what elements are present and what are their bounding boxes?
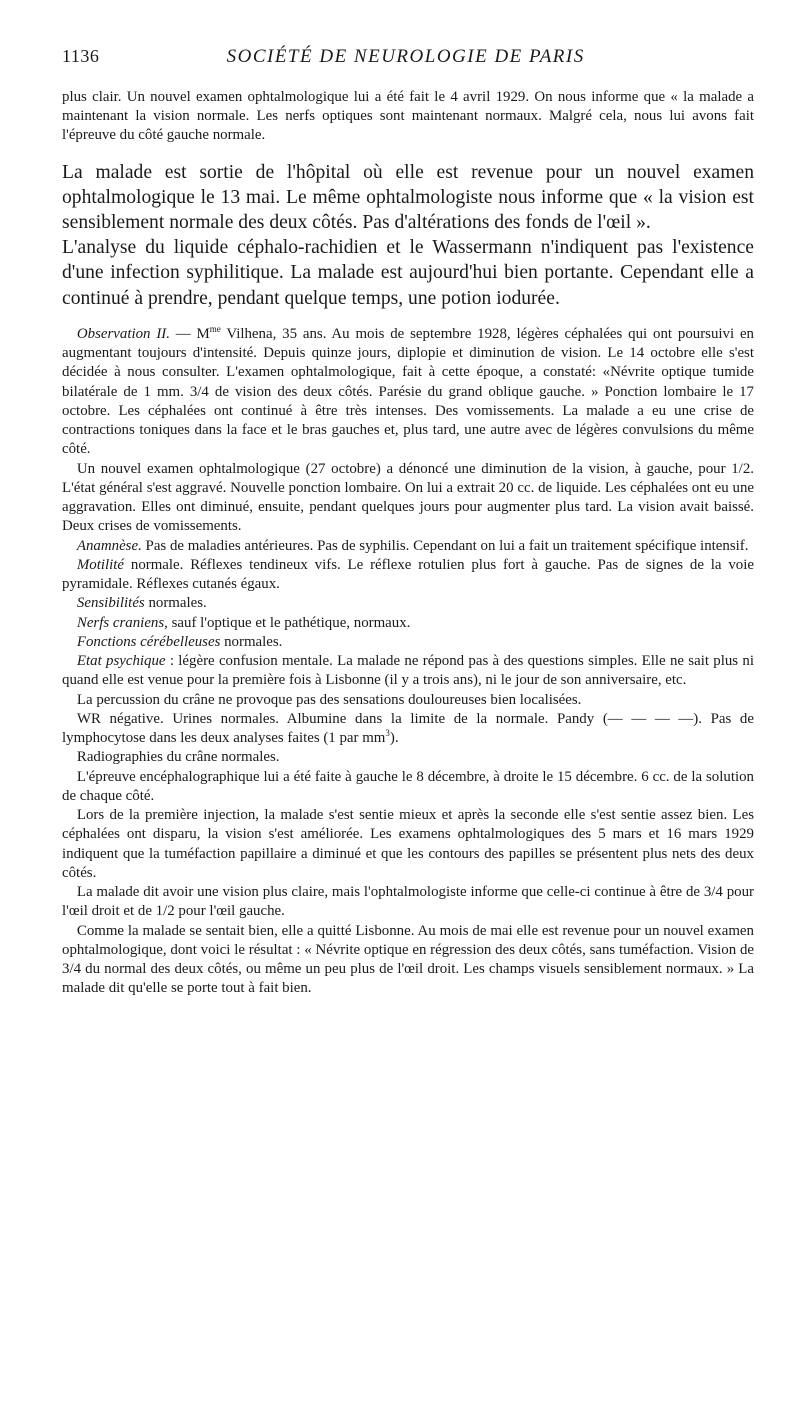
etat-label: Etat psychique [76,653,166,670]
epreuve-text: L'épreuve encéphalographique lui a été faite à gauche le 8 décembre, à droite le 15 décembre. 6 cc. de la solution de chaque côté. [62,768,754,804]
motilite-text: normale. Réflexes tendineux vifs. Le réflexe rotulien plus fort à gauche. Pas de signes de la voie pyramidale. Réflexes cutanés égaux. [62,556,754,593]
page-number: 1136 [62,46,100,66]
lisbonne-text: Comme la malade se sentait bien, elle a quitté Lisbonne. Au mois de mai elle est revenue pour un nouvel examen ophtalmologique, dont voici le résultat : « Névrite optique en régression des deux côtés, sans tuméfaction. Vision de 3/4 du normal des deux côtés, ou même un peu plus de l'œil droit. Les champs visuels sensiblement normaux. » La malade dit qu'elle se porte tout à fait bien. [62,922,754,997]
observation-paragraph [62,325,754,460]
page-body [62,88,754,999]
radiographies-text: Radiographies du crâne normales. [76,749,280,766]
etat-paragraph [62,652,754,691]
exam-paragraph [62,460,754,537]
mm3-superscript: 3 [385,728,390,739]
percussion-text: La percussion du crâne ne provoque pas des sensations douloureuses bien localisées. [76,691,582,708]
motilite-label: Motilité [76,556,125,573]
observation-text: Vilhena, 35 ans. Au mois de septembre 1928, légères céphalées qui ont poursuivi en augmentant toujours d'intensité. Depuis quinze jours, diplopie et diminution de vision. Le 14 octobre elle s'est décidée à nous consulter. L'examen ophtalmologique, fait à cette époque, a constaté: «Névrite optique tumide bilatérale de 1 mm. 3/4 de vision des deux côtés. Parésie du grand oblique gauche. » Ponction lombaire le 17 octobre. Les céphalées ont continué à être très intenses. Des vomissements. La malade a eu une crise de contractions toniques dans la face et le bras gauches et, plus tard, une autre avec de légères convulsions du même côté. [62,325,755,458]
anamnese-paragraph [62,537,754,556]
vision-text: La malade dit avoir une vision plus claire, mais l'ophtalmologiste informe que celle-ci continue à être de 3/4 pour l'œil droit et de 1/2 pour l'œil gauche. [62,884,754,920]
wr-paragraph [62,710,754,749]
wr-text-end: ). [389,730,399,747]
observation-heading: Observation II. [76,325,170,342]
nerfs-paragraph [62,614,754,633]
fonctions-paragraph [62,633,754,652]
nerfs-label: Nerfs craniens, [76,614,168,631]
large-paragraph-1: La malade est sortie de l'hôpital où elle est revenue pour un nouvel examen ophtalmologique le 13 mai. Le même ophtalmologiste nous informe que « la vision est sensiblement normale des deux côtés. Pas d'altérations des fonds de l'œil ». [62,161,754,234]
percussion-paragraph [62,691,754,710]
mme-superscript: me [209,323,221,334]
lisbonne-paragraph [62,922,754,999]
page-header [62,46,752,76]
anamnese-text: Pas de maladies antérieures. Pas de syphilis. Cependant on lui a fait un traitement spécifique intensif. [141,537,749,554]
motilite-paragraph [62,556,754,595]
nerfs-text: sauf l'optique et le pathétique, normaux. [167,614,411,631]
vision-paragraph [62,883,754,922]
sensibilites-text: normales. [144,595,207,612]
epreuve-paragraph [62,768,754,807]
running-title: SOCIÉTÉ DE NEUROLOGIE DE PARIS [226,46,585,67]
intro-paragraph: plus clair. Un nouvel examen ophtalmologique lui a été fait le 4 avril 1929. On nous informe que « la malade a maintenant la vision normale. Les nerfs optiques sont maintenant normaux. Malgré cela, nous lui avons fait l'épreuve du côté gauche normale. [62,89,754,144]
etat-text: : légère confusion mentale. La malade ne répond pas à des questions simples. Elle ne sait plus ni quand elle est venue pour la première fois à Lisbonne (il y a trois ans), ni le jour de son anniversaire, etc. [62,653,754,689]
observation-dash: — M [169,325,210,342]
exam-text: Un nouvel examen ophtalmologique (27 octobre) a dénoncé une diminution de la vision, à gauche, pour 1/2. L'état général s'est aggravé. Nouvelle ponction lombaire. On lui a extrait 20 cc. de liquide. Les céphalées ont eu une aggravation. Elles ont diminué, ensuite, pendant quelques jours pour augmenter plus tard. La vision avait baissé. Deux crises de vomissements. [62,460,754,535]
fonctions-label: Fonctions cérébelleuses [76,633,221,650]
injection-paragraph [62,806,754,883]
anamnese-label: Anamnèse. [76,537,142,554]
fonctions-text: normales. [220,633,283,650]
radiographies-paragraph [62,748,754,767]
sensibilites-paragraph [62,594,754,613]
large-paragraph-2: L'analyse du liquide céphalo-rachidien et le Wassermann n'indiquent pas l'existence d'une infection syphilitique. La malade est aujourd'hui bien portante. Cependant elle a continué à prendre, pendant quelque temps, une potion iodurée. [62,237,754,309]
injection-text: Lors de la première injection, la malade s'est sentie mieux et après la seconde elle s'est sentie assez bien. Les céphalées ont disparu, la vision s'est améliorée. Les examens ophtalmologiques des 5 mars et 16 mars 1929 indiquent que la tuméfaction papillaire a diminué et que les contours des papilles se présentent plus nets des deux côtés. [62,807,754,881]
sensibilites-label: Sensibilités [76,595,145,612]
wr-text: WR négative. Urines normales. Albumine dans la limite de la normale. Pandy (— — — —). Pas de lymphocytose dans les deux analyses faites (1 par mm [62,710,754,747]
